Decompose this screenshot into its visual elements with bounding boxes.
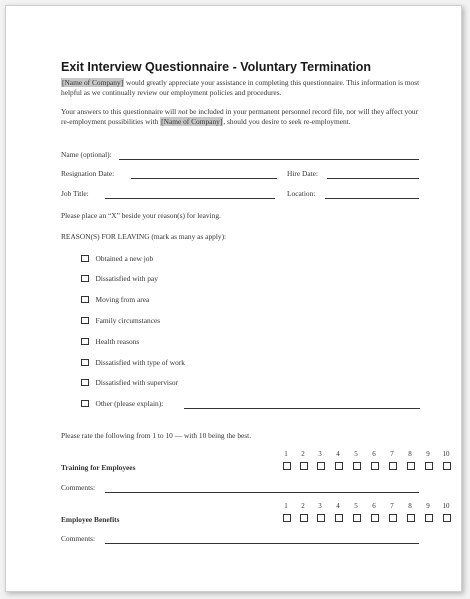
comments-row: [61, 483, 421, 495]
rating-section-training: [61, 450, 450, 480]
company-name-placeholder[interactable]: [Name of Company]: [161, 116, 223, 126]
scale-number: 5: [354, 502, 358, 510]
rating-box[interactable]: [443, 462, 451, 470]
reason-option[interactable]: [81, 316, 160, 328]
reason-label: Obtained a new job: [95, 254, 154, 263]
rating-instruction: Please rate the following from 1 to 10 — with 10 being the best.: [61, 431, 252, 440]
scale-number: 4: [336, 502, 340, 510]
reason-label: Health reasons: [95, 337, 140, 346]
rating-box[interactable]: [389, 462, 397, 470]
rating-box[interactable]: [371, 462, 379, 470]
rating-box[interactable]: [335, 514, 343, 522]
privacy-text-1: Your answers to this questionnaire will: [61, 107, 179, 116]
rating-box[interactable]: [371, 514, 379, 522]
comments-field[interactable]: [105, 543, 419, 544]
reason-label: Moving from area: [95, 295, 150, 304]
scale-number: 10: [442, 502, 450, 510]
reason-label: Dissatisfied with pay: [95, 274, 158, 283]
rating-box[interactable]: [443, 514, 451, 522]
checkbox[interactable]: [81, 275, 89, 283]
resignation-date-field[interactable]: [131, 178, 277, 179]
privacy-paragraph: [61, 107, 421, 126]
location-label: Location:: [287, 189, 316, 198]
rating-box[interactable]: [283, 462, 291, 470]
job-row: [61, 189, 421, 201]
reason-option[interactable]: [81, 295, 149, 307]
rating-box[interactable]: [407, 514, 415, 522]
reason-option[interactable]: [81, 254, 153, 266]
scale-number: 8: [408, 502, 412, 510]
reason-option[interactable]: [81, 337, 139, 349]
checkbox[interactable]: [81, 255, 89, 263]
scale-number: 3: [318, 502, 322, 510]
checkbox[interactable]: [81, 400, 89, 408]
scale-number: 2: [301, 450, 305, 458]
rating-box[interactable]: [353, 462, 361, 470]
rating-label: Training for Employees: [61, 463, 136, 472]
hire-date-field[interactable]: [327, 178, 419, 179]
scale-number: 9: [426, 450, 430, 458]
checkbox[interactable]: [81, 296, 89, 304]
rating-box[interactable]: [425, 462, 433, 470]
scale-number: 4: [336, 450, 340, 458]
reason-label: Family circumstances: [95, 316, 161, 325]
scale-number: 1: [284, 450, 288, 458]
scale-number: 6: [372, 450, 376, 458]
rating-box[interactable]: [335, 462, 343, 470]
scale-number: 6: [372, 502, 376, 510]
reason-option[interactable]: [81, 358, 185, 370]
scale-number: 9: [426, 502, 430, 510]
reason-label: Dissatisfied with supervisor: [95, 378, 179, 387]
scale-number: 7: [390, 450, 394, 458]
company-name-placeholder[interactable]: [Name of Company]: [62, 78, 124, 87]
scale-number: 1: [284, 502, 288, 510]
name-field[interactable]: [119, 159, 419, 160]
scale-number: 3: [318, 450, 322, 458]
checkbox[interactable]: [81, 359, 89, 367]
privacy-text-3: , should you desire to seek re-employment.: [223, 116, 351, 126]
rating-instruction-row: [61, 431, 421, 443]
name-row: [61, 150, 421, 162]
scale-number: 5: [354, 450, 358, 458]
rating-box[interactable]: [300, 462, 308, 470]
job-title-field[interactable]: [105, 198, 275, 199]
rating-label: Employee Benefits: [61, 515, 120, 524]
scale-number: 10: [442, 450, 450, 458]
rating-section-benefits: [61, 502, 450, 532]
rating-box[interactable]: [317, 462, 325, 470]
rating-box[interactable]: [425, 514, 433, 522]
intro-paragraph: [61, 78, 421, 97]
scale-number: 7: [390, 502, 394, 510]
rating-box[interactable]: [389, 514, 397, 522]
reason-instruction: Please place an “X” beside your reason(s) for leaving.: [61, 211, 221, 220]
reason-option-other[interactable]: [81, 399, 421, 411]
location-field[interactable]: [325, 198, 419, 199]
checkbox[interactable]: [81, 379, 89, 387]
rating-box[interactable]: [300, 514, 308, 522]
document-page: [5, 5, 462, 592]
privacy-not: not: [178, 107, 188, 116]
intro-text: would greatly appreciate your assistance in completing this questionnaire. This information is most helpful as we continually review our employment policies and procedures.: [61, 78, 420, 97]
hire-date-label: Hire Date:: [287, 169, 318, 178]
reason-label: Other (please explain):: [95, 399, 164, 408]
reasons-heading-row: [61, 232, 421, 244]
rating-box[interactable]: [317, 514, 325, 522]
reason-label: Dissatisfied with type of work: [95, 358, 185, 367]
reason-option[interactable]: [81, 274, 158, 286]
comments-label: Comments:: [61, 534, 96, 543]
privacy-text-2: be included in your permanent personnel record file, nor will they affect your re-employment possibilities with: [61, 107, 419, 126]
checkbox[interactable]: [81, 338, 89, 346]
rating-box[interactable]: [353, 514, 361, 522]
dates-row: [61, 169, 421, 181]
instruction-row: [61, 211, 421, 223]
resignation-date-label: Resignation Date:: [61, 169, 115, 178]
comments-field[interactable]: [105, 492, 419, 493]
comments-label: Comments:: [61, 483, 96, 492]
comments-row: [61, 534, 421, 546]
document-title: Exit Interview Questionnaire - Voluntary Termination: [61, 60, 372, 74]
rating-box[interactable]: [283, 514, 291, 522]
job-title-label: Job Title:: [61, 189, 89, 198]
reason-option[interactable]: [81, 378, 178, 390]
rating-box[interactable]: [407, 462, 415, 470]
other-explain-field[interactable]: [184, 408, 420, 409]
reasons-heading: REASON(S) FOR LEAVING (mark as many as apply):: [61, 232, 227, 241]
scale-number: 8: [408, 450, 412, 458]
name-label: Name (optional):: [61, 150, 112, 159]
scale-number: 2: [301, 502, 305, 510]
checkbox[interactable]: [81, 317, 89, 325]
